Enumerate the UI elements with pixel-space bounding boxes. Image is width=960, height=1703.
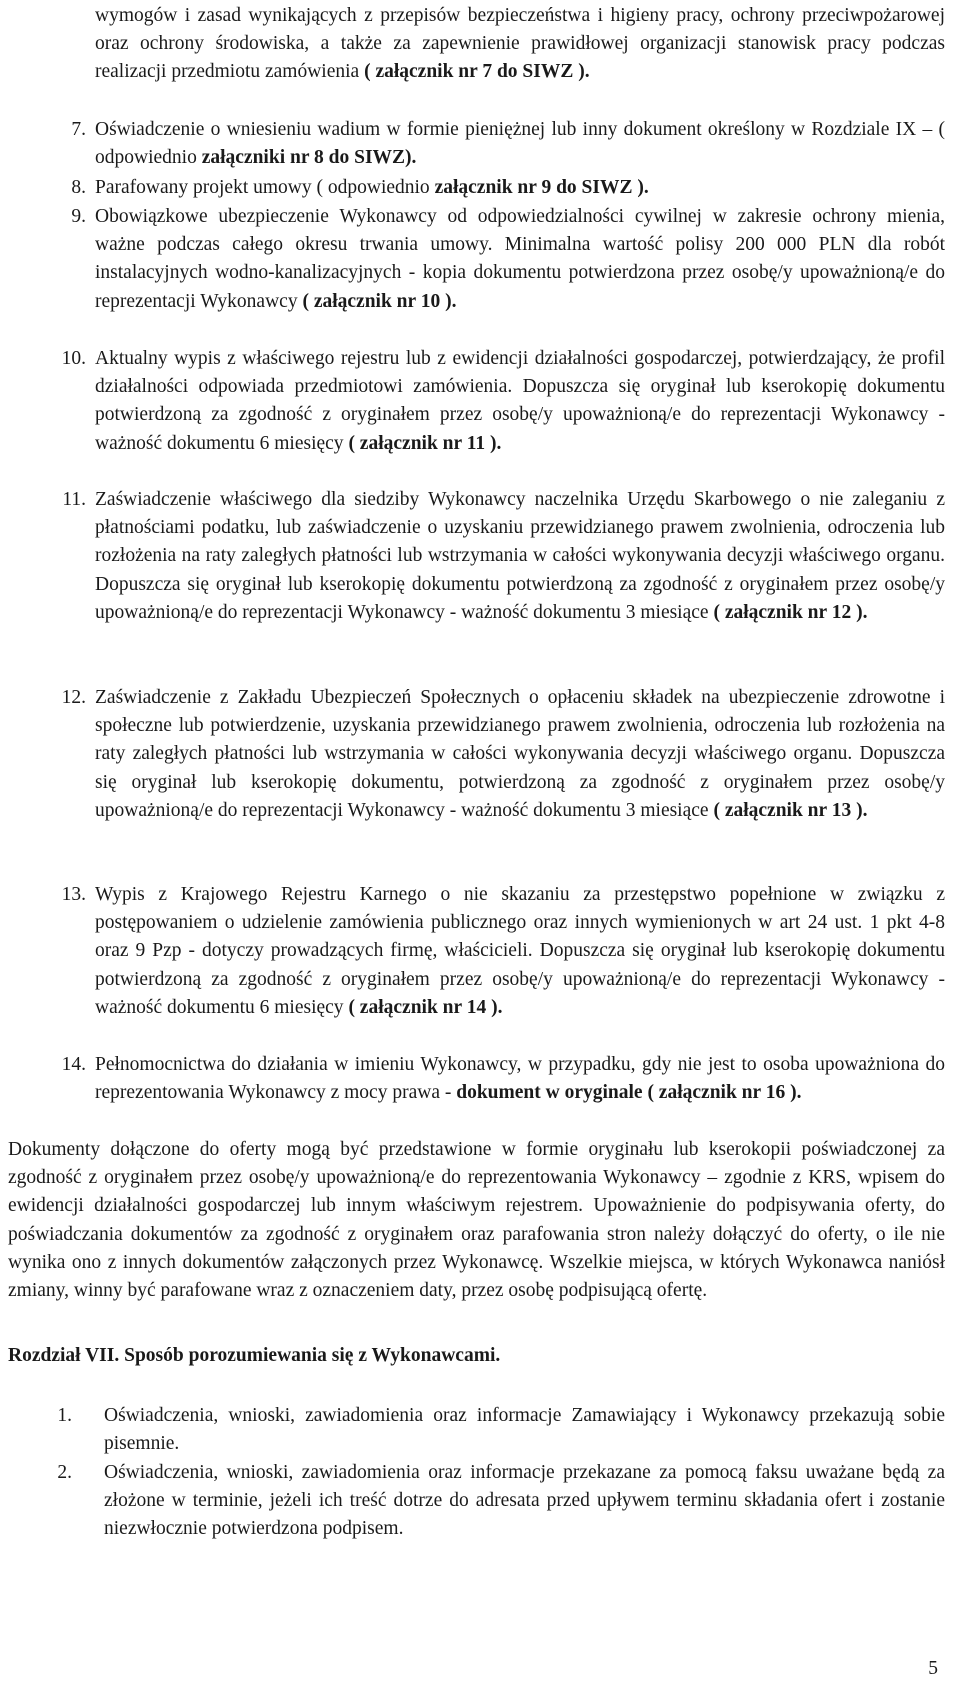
list-item-8 xyxy=(50,174,945,202)
section-list-item-2 xyxy=(50,1459,945,1544)
continuation-paragraph xyxy=(95,2,945,87)
list-item-10 xyxy=(50,345,945,458)
list-item-14 xyxy=(50,1051,945,1107)
list-item-number: 1. xyxy=(57,1405,72,1426)
list-item-11 xyxy=(50,486,945,627)
continuation-text: wymogów i zasad wynikających z przepisów bezpieczeństwa i higieny pracy, ochrony przeciwpożarowej oraz ochrony środowiska, a także za zapewnienie prawidłowej organizacji stanowisk pracy podczas realizacji przedmiotu zamówienia xyxy=(95,5,945,83)
list-item-7 xyxy=(50,116,945,172)
list-item-text: Pełnomocnictwa do działania w imieniu Wykonawcy, w przypadku, gdy nie jest to osoba upoważniona do reprezentowania Wykonawcy z mocy prawa - dokument w oryginale ( załącznik nr 16 ). xyxy=(95,1054,945,1104)
list-item-number: 14. xyxy=(61,1054,86,1075)
continuation-annex-ref: ( załącznik nr 7 do SIWZ ). xyxy=(359,61,590,83)
list-item-text: Zaświadczenie z Zakładu Ubezpieczeń Społecznych o opłaceniu składek na ubezpieczenie zdrowotne i społeczne lub potwierdzenie, uzyskania przewidzianego prawem zwolnienia, odroczenia lub rozłożenia na raty zaległych płatności lub wstrzymania w całości wykonywania decyzji właściwego organu. Dopuszcza się oryginał lub kserokopię dokumentu, potwierdzoną za zgodność z oryginałem przez osobę/y upoważnioną/e do reprezentacji Wykonawcy - ważność dokumentu 3 miesiące ( załącznik nr 13 ). xyxy=(95,687,945,821)
list-item-number: 11. xyxy=(62,489,86,510)
list-item-text: Obowiązkowe ubezpieczenie Wykonawcy od odpowiedzialności cywilnej w zakresie ochrony mienia, ważne podczas całego okresu trwania umowy. Minimalna wartość polisy 200 000 PLN dla robót instalacyjnych wodno-kanalizacyjnych - kopia dokumentu potwierdzona przez osobę/y upoważnioną/e do reprezentacji Wykonawcy ( załącznik nr 10 ). xyxy=(95,206,945,312)
list-item-text: Wypis z Krajowego Rejestru Karnego o nie skazaniu za przestępstwo popełnione w związku z postępowaniem o udzielenie zamówienia publicznego oraz innych wymienionych w art 24 ust. 1 pkt 4-8 oraz 9 Pzp - dotyczy prowadzących firmę, właścicieli. Dopuszcza się oryginał lub kserokopię dokumentu potwierdzoną za zgodność z oryginałem przez osobę/y upoważnioną/e do reprezentacji Wykonawcy - ważność dokumentu 6 miesięcy ( załącznik nr 14 ). xyxy=(95,884,945,1018)
list-item-number: 2. xyxy=(57,1462,72,1483)
list-item-9 xyxy=(50,203,945,316)
section-list-item-1 xyxy=(50,1402,945,1458)
list-item-text: Oświadczenia, wnioski, zawiadomienia oraz informacje przekazane za pomocą faksu uważane będą za złożone w terminie, jeżeli ich treść dotrze do adresata przed upływem terminu składania ofert i zostanie niezwłocznie potwierdzona podpisem. xyxy=(104,1462,945,1540)
list-item-number: 12. xyxy=(61,687,86,708)
list-item-text: Aktualny wypis z właściwego rejestru lub z ewidencji działalności gospodarczej, potwierdzający, że profil działalności odpowiada przedmiotowi zamówienia. Dopuszcza się oryginał lub kserokopię dokumentu potwierdzoną za zgodność z oryginałem przez osobę/y upoważnioną/e do reprezentacji Wykonawcy - ważność dokumentu 6 miesięcy ( załącznik nr 11 ). xyxy=(95,348,945,454)
list-item-text: Oświadczenie o wniesieniu wadium w formie pieniężnej lub inny dokument określony w Rozdziale IX – ( odpowiednio załączniki nr 8 do SIWZ). xyxy=(95,119,945,169)
list-item-text: Parafowany projekt umowy ( odpowiednio załącznik nr 9 do SIWZ ). xyxy=(95,177,649,198)
list-item-13 xyxy=(50,881,945,1022)
list-item-12 xyxy=(50,684,945,825)
list-item-text: Oświadczenia, wnioski, zawiadomienia oraz informacje Zamawiający i Wykonawcy przekazują sobie pisemnie. xyxy=(104,1405,945,1455)
list-item-text: Zaświadczenie właściwego dla siedziby Wykonawcy naczelnika Urzędu Skarbowego o nie zaleganiu z płatnościami podatku, lub zaświadczenie o uzyskaniu przewidzianego prawem zwolnienia, odroczenia lub rozłożenia na raty zaległych płatności lub wstrzymania w całości wykonywania decyzji właściwego organu. Dopuszcza się oryginał lub kserokopię dokumentu potwierdzoną za zgodność z oryginałem przez osobę/y upoważnioną/e do reprezentacji Wykonawcy - ważność dokumentu 3 miesiące ( załącznik nr 12 ). xyxy=(95,489,945,623)
page-number: 5 xyxy=(928,1658,938,1679)
section-heading: Rozdział VII. Sposób porozumiewania się z Wykonawcami. xyxy=(8,1345,501,1366)
list-item-number: 9. xyxy=(71,206,86,227)
closing-paragraph: Dokumenty dołączone do oferty mogą być przedstawione w formie oryginału lub kserokopii poświadczonej za zgodność z oryginałem przez osobę/y upoważnioną/e do reprezentowania Wykonawcy – zgodnie z KRS, wpisem do ewidencji działalności gospodarczej lub innym właściwym rejestrem. Upoważnienie do podpisywania oferty, do poświadczania dokumentów za zgodność z oryginałem oraz parafowania stron należy dołączyć do oferty, o ile nie wynika ono z innych dokumentów załączonych przez Wykonawcę. Wszelkie miejsca, w których Wykonawca naniósł zmiany, winny być parafowane wraz z oznaczeniem daty, przez osobę podpisującą ofertę. xyxy=(8,1139,945,1302)
list-item-number: 10. xyxy=(61,348,86,369)
list-item-number: 8. xyxy=(71,177,86,198)
list-item-number: 13. xyxy=(61,884,86,905)
list-item-number: 7. xyxy=(71,119,86,140)
